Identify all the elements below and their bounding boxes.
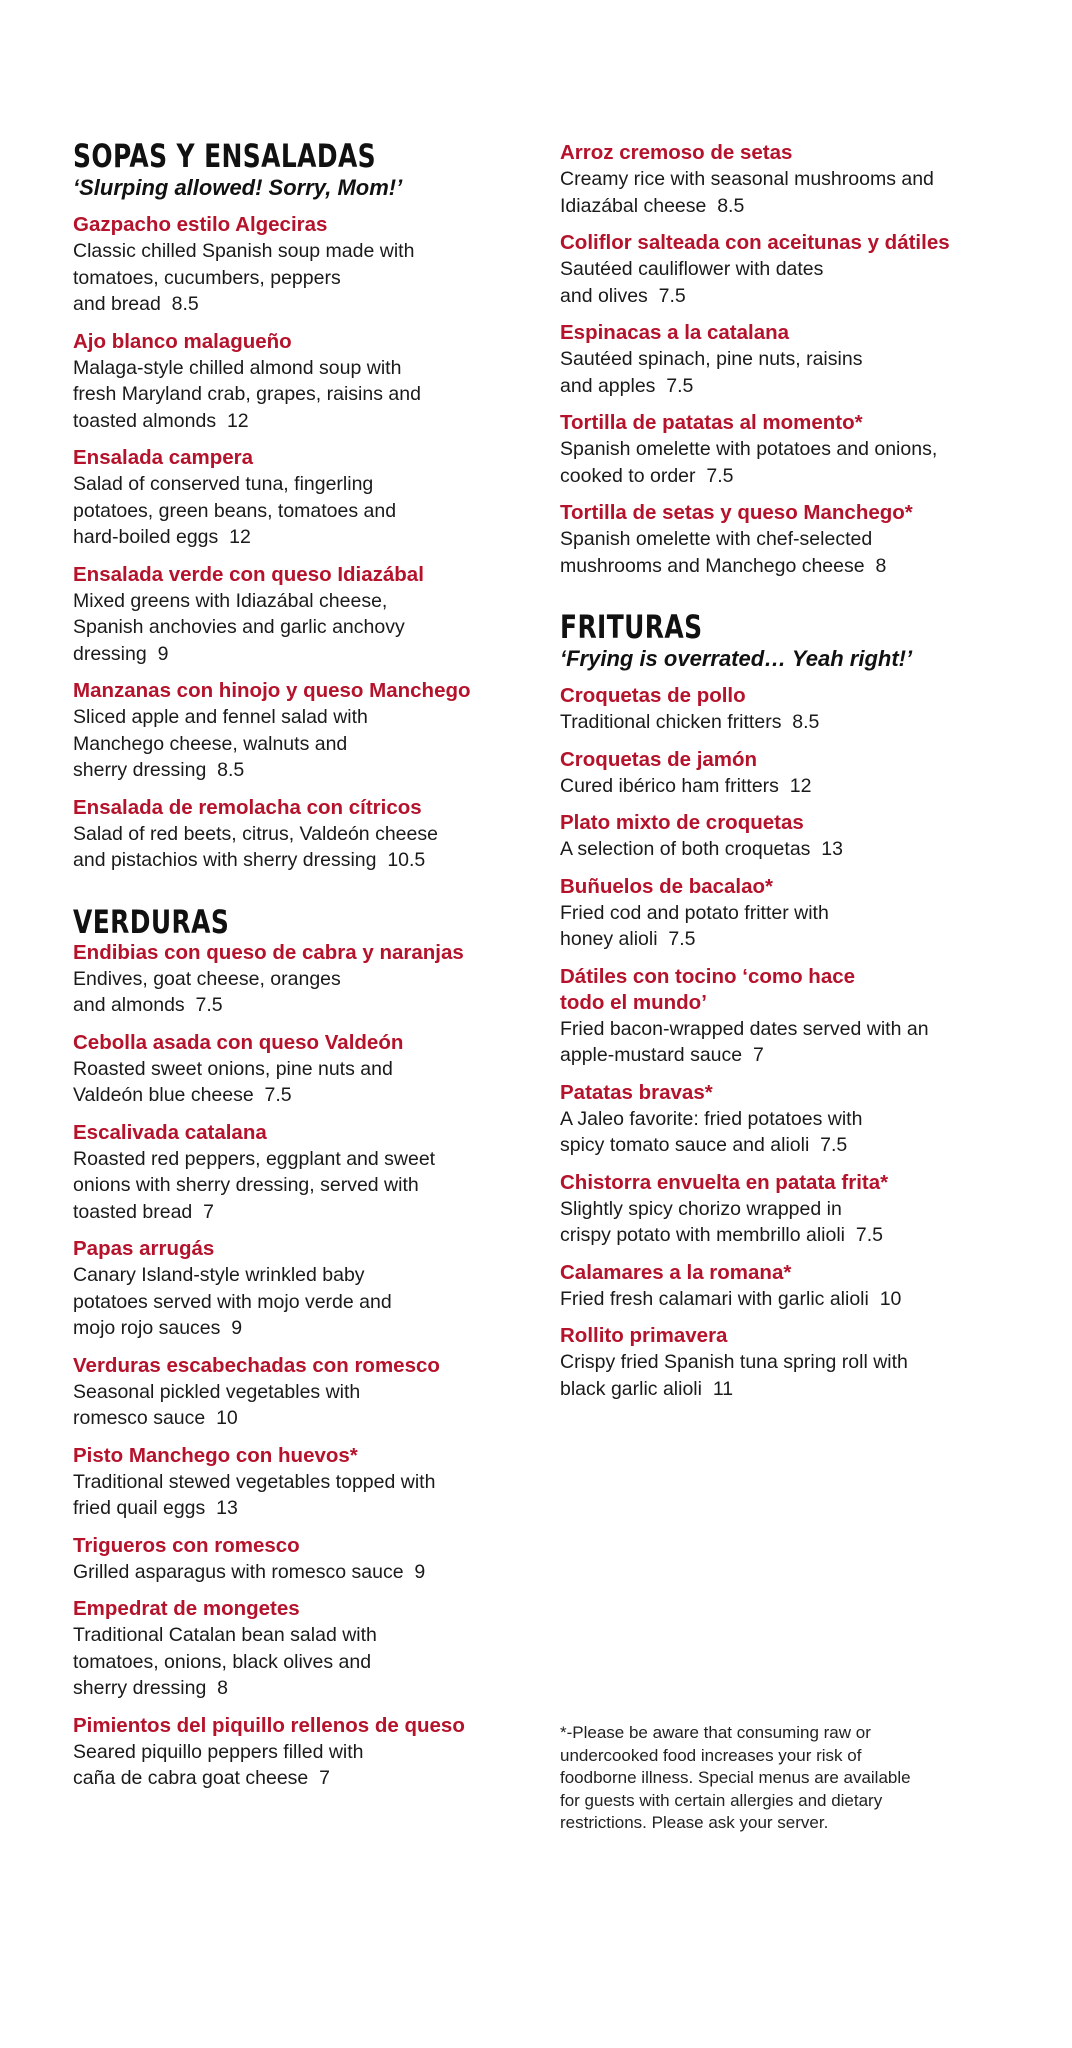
menu-item-description-text: Roasted sweet onions, pine nuts and Valdeón blue cheese <box>73 1057 393 1106</box>
menu-item-description <box>73 704 513 784</box>
section-tagline: ‘Frying is overrated… Yeah right!’ <box>560 646 913 671</box>
menu-item-price: 9 <box>157 642 169 665</box>
menu-item-price: 10 <box>879 1287 902 1310</box>
menu-item-description-text: Cured ibérico ham fritters <box>560 774 779 797</box>
menu-item-description-text: Seared piquillo peppers filled with caña de cabra goat cheese <box>73 1740 364 1789</box>
menu-item-name: Cebolla asada con queso Valdeón <box>73 1030 404 1054</box>
menu-item-name: Dátiles con tocino ‘como hace todo el mundo’ <box>560 964 856 1014</box>
menu-item-name: Croquetas de jamón <box>560 747 758 771</box>
menu-item-description-text: Sautéed spinach, pine nuts, raisins and apples <box>560 348 863 397</box>
menu-item <box>73 1443 513 1522</box>
section-title: SOPAS Y ENSALADAS <box>73 137 377 175</box>
menu-item-description-text: Fried cod and potato fritter with honey alioli <box>560 901 829 950</box>
menu-item-description-text: Traditional stewed vegetables topped with fried quail eggs <box>73 1470 436 1519</box>
menu-item-name: Buñuelos de bacalao* <box>560 874 774 898</box>
menu-item-name: Pisto Manchego con huevos* <box>73 1443 358 1467</box>
menu-item-name: Tortilla de patatas al momento* <box>560 411 863 434</box>
menu-item-price: 12 <box>226 409 249 432</box>
menu-item-description <box>73 1559 513 1586</box>
menu-item-price: 7.5 <box>666 374 694 397</box>
menu-item <box>560 140 1020 219</box>
menu-item-name: Ensalada verde con queso Idiazábal <box>73 562 424 586</box>
menu-item-description-text: Sliced apple and fennel salad with Manchego cheese, walnuts and sherry dressing <box>73 706 368 781</box>
menu-item-description <box>73 1146 513 1226</box>
menu-item-name: Rollito primavera <box>560 1324 728 1347</box>
menu-item <box>73 1596 513 1702</box>
menu-item-name: Gazpacho estilo Algeciras <box>73 213 328 236</box>
menu-item-name: Ensalada de remolacha con cítricos <box>73 795 422 819</box>
menu-item <box>560 810 1020 863</box>
menu-item-description <box>560 709 1020 736</box>
menu-item-name: Croquetas de pollo <box>560 684 746 707</box>
menu-item <box>73 795 513 874</box>
menu-item-price: 9 <box>414 1560 426 1583</box>
left-column <box>73 138 513 1822</box>
menu-item <box>560 874 1020 953</box>
menu-item-description <box>560 346 1020 399</box>
menu-item-name: Papas arrugás <box>73 1237 215 1260</box>
menu-item <box>560 320 1020 399</box>
menu-item-description <box>560 836 1020 863</box>
menu-item-description-text: Mixed greens with Idiazábal cheese, Spanish anchovies and garlic anchovy dressing <box>73 589 405 665</box>
menu-item-description <box>560 1016 1020 1069</box>
menu-item-name: Coliflor salteada con aceitunas y dátiles <box>560 231 950 254</box>
menu-item-description-text: Slightly spicy chorizo wrapped in crispy potato with membrillo alioli <box>560 1197 846 1246</box>
menu-item-price: 12 <box>789 774 812 797</box>
menu-item <box>73 1533 513 1586</box>
menu-item <box>73 329 513 435</box>
menu-item <box>73 678 513 784</box>
menu-item-name: Verduras escabechadas con romesco <box>73 1353 440 1377</box>
menu-item-description <box>560 166 1020 219</box>
menu-item-description <box>73 1262 513 1342</box>
menu-item-description <box>73 1469 513 1522</box>
menu-item-price: 11 <box>712 1377 734 1400</box>
menu-item-name: Arroz cremoso de setas <box>560 141 793 164</box>
menu-item <box>560 683 1020 736</box>
menu-item-description-text: Spanish omelette with chef-selected mushrooms and Manchego cheese <box>560 528 873 577</box>
menu-item-description-text: Spanish omelette with potatoes and onions, cooked to order <box>560 438 938 487</box>
menu-section <box>560 140 1020 579</box>
menu-item-description-text: Fried bacon-wrapped dates served with an apple-mustard sauce <box>560 1017 929 1066</box>
menu-item-description <box>560 256 1020 309</box>
menu-section <box>560 609 1020 1402</box>
right-column <box>560 140 1020 1432</box>
menu-item-description-text: Seasonal pickled vegetables with romesco sauce <box>73 1380 361 1429</box>
menu-item-description <box>73 238 513 318</box>
section-tagline: ‘Slurping allowed! Sorry, Mom!’ <box>73 175 403 200</box>
menu-item-price: 7.5 <box>264 1084 292 1106</box>
menu-item <box>560 500 1020 579</box>
menu-item-description-text: Creamy rice with seasonal mushrooms and Idiazábal cheese <box>560 168 934 217</box>
menu-item-name: Empedrat de mongetes <box>73 1597 300 1620</box>
menu-item <box>73 1713 513 1792</box>
menu-item-description <box>560 900 1020 953</box>
menu-item-description-text: A Jaleo favorite: fried potatoes with spicy tomato sauce and alioli <box>560 1107 863 1156</box>
menu-item-name: Calamares a la romana* <box>560 1260 792 1284</box>
menu-section <box>73 904 513 1792</box>
menu-item-description-text: Canary Island-style wrinkled baby potatoes served with mojo verde and mojo rojo sauces <box>73 1264 392 1339</box>
menu-item <box>560 410 1020 489</box>
menu-item-price: 12 <box>229 526 251 548</box>
menu-item <box>560 1260 1020 1313</box>
menu-item <box>73 1236 513 1342</box>
menu-item-description <box>73 1056 513 1109</box>
menu-item-description <box>560 436 1020 489</box>
allergy-footnote: *-Please be aware that consuming raw or undercooked food increases your risk of foodborne illness. Special menus are available for guests with certain allergies and dietary restrictions. Please ask your server. <box>560 1723 911 1832</box>
menu-item-description-text: Salad of conserved tuna, fingerling potatoes, green beans, tomatoes and hard-boiled eggs <box>73 473 397 548</box>
menu-item-price: 7.5 <box>668 928 696 950</box>
menu-item-price: 7 <box>319 1767 330 1789</box>
menu-item-name: Espinacas a la catalana <box>560 321 790 344</box>
menu-item-price: 8 <box>217 1677 229 1699</box>
menu-item-description-text: Fried fresh calamari with garlic alioli <box>560 1287 869 1310</box>
menu-item-name: Plato mixto de croquetas <box>560 811 804 834</box>
menu-item <box>73 212 513 318</box>
menu-item-price: 8.5 <box>217 759 245 781</box>
menu-item-price: 7.5 <box>855 1224 883 1246</box>
menu-item-description-text: Salad of red beets, citrus, Valdeón cheese and pistachios with sherry dressing <box>73 822 438 871</box>
menu-item-description-text: A selection of both croquetas <box>560 838 811 860</box>
menu-item-description <box>73 471 513 551</box>
menu-item-description-text: Grilled asparagus with romesco sauce <box>73 1560 404 1583</box>
menu-item <box>73 1353 513 1432</box>
menu-item <box>560 1323 1020 1402</box>
menu-item-description-text: Roasted red peppers, eggplant and sweet onions with sherry dressing, served with toasted bread <box>73 1147 436 1223</box>
menu-item-description-text: Malaga-style chilled almond soup with fresh Maryland crab, grapes, raisins and toasted almonds <box>73 356 421 432</box>
menu-item-name: Patatas bravas* <box>560 1080 713 1104</box>
menu-item-name: Tortilla de setas y queso Manchego* <box>560 501 913 524</box>
menu-item-price: 10.5 <box>387 849 426 871</box>
menu-item <box>560 747 1020 800</box>
menu-item-price: 7.5 <box>195 994 223 1016</box>
menu-item-price: 13 <box>216 1497 238 1519</box>
menu-item-description <box>73 821 513 874</box>
menu-item <box>73 562 513 668</box>
menu-item-price: 8.5 <box>792 711 820 733</box>
menu-item-description-text: Crispy fried Spanish tuna spring roll with black garlic alioli <box>560 1351 908 1400</box>
menu-item-price: 7 <box>203 1200 214 1223</box>
menu-item-description <box>560 1349 1020 1402</box>
menu-item <box>560 230 1020 309</box>
menu-item-description <box>560 773 1020 800</box>
menu-item-name: Trigueros con romesco <box>73 1533 300 1557</box>
menu-item-price: 10 <box>216 1407 238 1429</box>
menu-item-price: 8.5 <box>717 194 745 217</box>
menu-item-description <box>560 1106 1020 1159</box>
menu-item <box>73 940 513 1019</box>
menu-item-description <box>73 355 513 435</box>
menu-item <box>73 445 513 551</box>
menu-item-description <box>560 1196 1020 1249</box>
menu-item-price: 7.5 <box>658 284 686 307</box>
menu-item-price: 7.5 <box>820 1134 848 1156</box>
menu-item-price: 8 <box>875 554 887 577</box>
menu-item-price: 8.5 <box>171 293 199 315</box>
menu-item-description-text: Traditional chicken fritters <box>560 711 782 733</box>
menu-item-description <box>73 966 513 1019</box>
menu-item <box>560 1080 1020 1159</box>
menu-item <box>560 1170 1020 1249</box>
menu-item-price: 7 <box>752 1044 764 1066</box>
menu-item-description-text: Traditional Catalan bean salad with tomatoes, onions, black olives and sherry dressing <box>73 1624 377 1699</box>
menu-item-description <box>73 1739 513 1792</box>
menu-item-name: Escalivada catalana <box>73 1120 267 1144</box>
menu-item-description-text: Classic chilled Spanish soup made with tomatoes, cucumbers, peppers and bread <box>73 240 415 315</box>
menu-item-name: Manzanas con hinojo y queso Manchego <box>73 679 471 702</box>
menu-item-name: Pimientos del piquillo rellenos de queso <box>73 1713 465 1737</box>
menu-item-description-text: Sautéed cauliflower with dates and olives <box>560 258 824 307</box>
menu-item <box>73 1030 513 1109</box>
menu-item <box>73 1120 513 1226</box>
menu-item-name: Ensalada campera <box>73 446 254 469</box>
menu-item <box>560 964 1020 1069</box>
menu-section <box>73 138 513 874</box>
section-title: FRITURAS <box>560 608 703 646</box>
menu-item-name: Endibias con queso de cabra y naranjas <box>73 940 464 964</box>
menu-item-description <box>560 1286 1020 1313</box>
menu-item-description <box>73 1379 513 1432</box>
menu-item-price: 13 <box>821 838 843 860</box>
menu-item-name: Ajo blanco malagueño <box>73 329 292 353</box>
menu-item-description <box>73 1622 513 1702</box>
menu-item-name: Chistorra envuelta en patata frita* <box>560 1170 889 1194</box>
menu-item-price: 7.5 <box>706 464 734 487</box>
menu-item-price: 9 <box>231 1317 243 1339</box>
section-title: VERDURAS <box>73 902 230 941</box>
menu-item-description-text: Endives, goat cheese, oranges and almonds <box>73 967 341 1016</box>
menu-item-description <box>73 588 513 668</box>
menu-item-description <box>560 526 1020 579</box>
